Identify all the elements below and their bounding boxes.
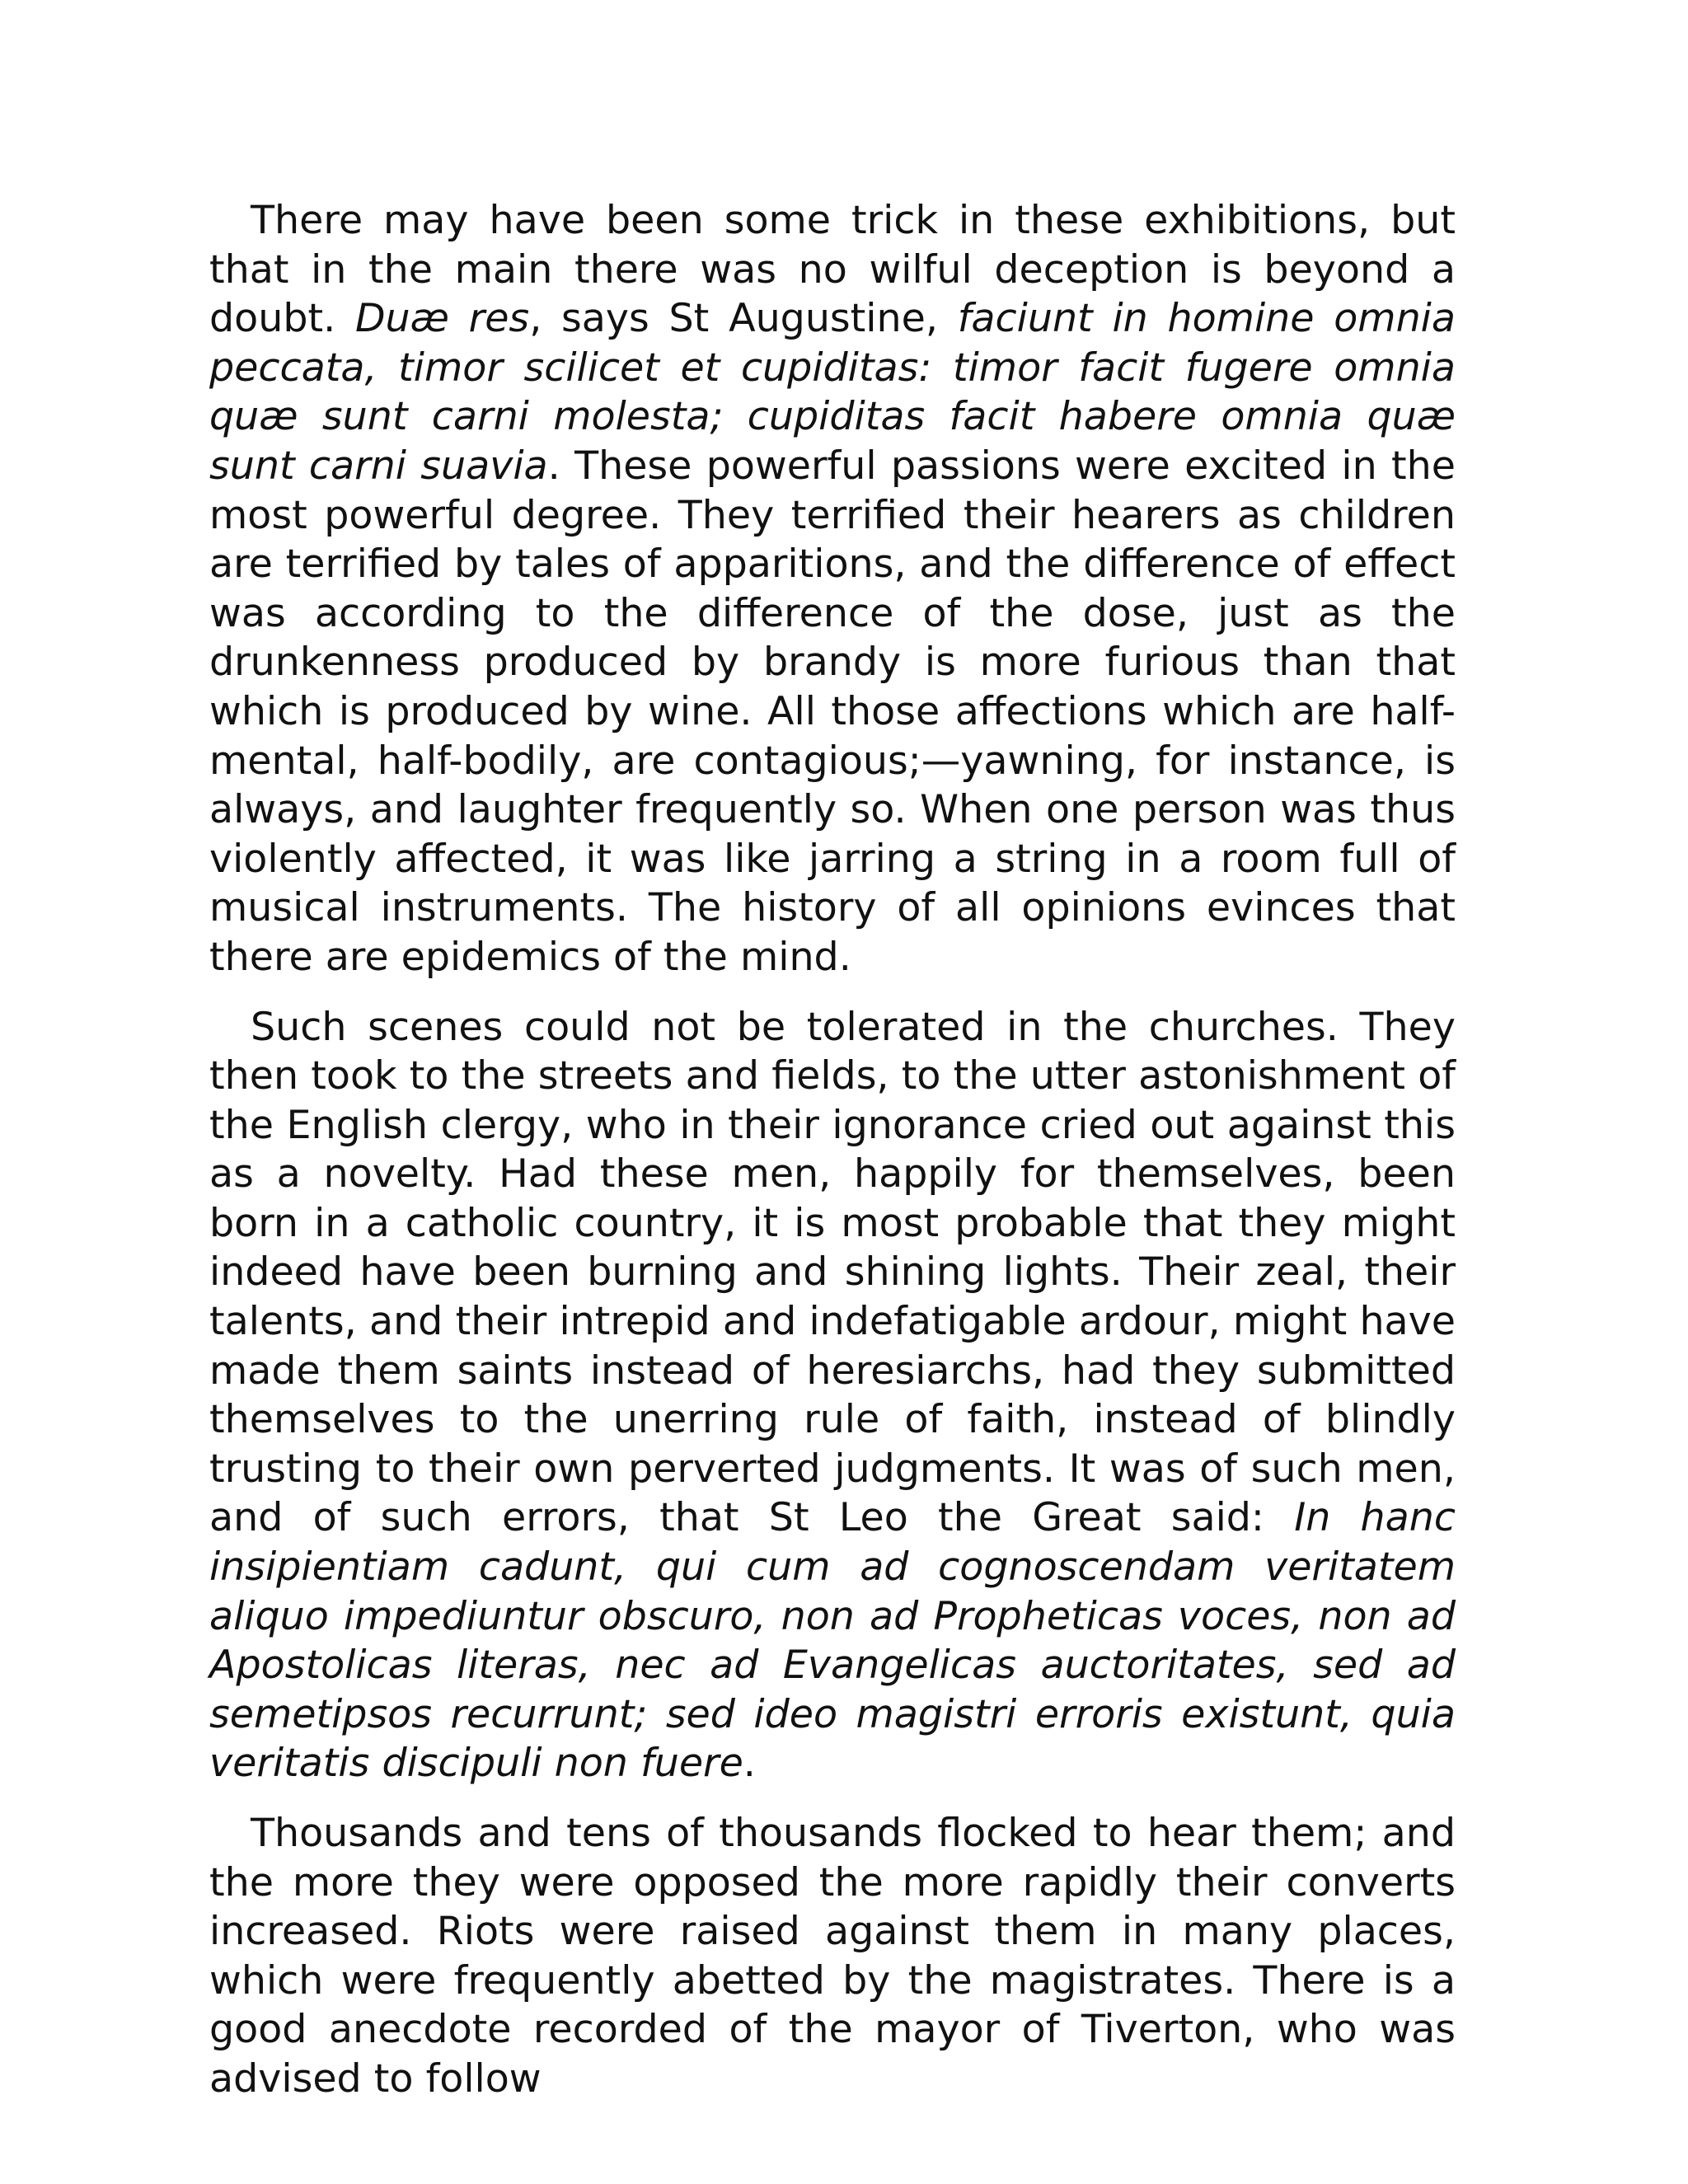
text-run: , says St Augustine, [529, 296, 958, 342]
paragraph-2 [209, 1003, 1456, 1789]
text-run: There may have been some trick in these exhibitions, but that in the main there was no wilful deception is beyond a doubt. [209, 198, 1456, 342]
italic-run: faciunt in homine omnia peccata, timor scilicet et cupiditas: timor facit fugere omnia quæ sunt carni molesta; cupiditas facit habere omnia quæ sunt carni suavia [209, 296, 1456, 489]
paragraph-1 [209, 196, 1456, 982]
text-run: . These powerful passions were excited in the most powerful degree. They terrified their hearers as children are terrified by tales of apparitions, and the difference of effect was according to the difference of the dose, just as the drunkenness produced by brandy is more furious than that which is produced by wine. All those affections which are half-mental, half-bodily, are contagious;—yawning, for instance, is always, and laughter frequently so. When one person was thus violently affected, it was like jarring a string in a room full of musical instruments. The history of all opinions evinces that there are epidemics of the mind. [209, 443, 1456, 980]
text-run: Such scenes could not be tolerated in the churches. They then took to the streets and fields, to the utter astonishment of the English clergy, who in their ignorance cried out against this as a novelty. Had these men, happily for themselves, been born in a catholic country, it is most probable that they might indeed have been burning and shining lights. Their zeal, their talents, and their intrepid and indefatigable ardour, might have made them saints instead of heresiarchs, had they submitted themselves to the unerring rule of faith, instead of blindly trusting to their own perverted judgments. It was of such men, and of such errors, that St Leo the Great said: [209, 1004, 1456, 1541]
italic-run: In hanc insipientiam cadunt, qui cum ad cognoscendam veritatem aliquo impediuntur obscuro, non ad Propheticas voces, non ad Apostolicas literas, nec ad Evangelicas auctoritates, sed ad semetipsos recurrunt; sed ideo magistri erroris existunt, quia veritatis discipuli non fuere [209, 1495, 1456, 1787]
italic-run: Duæ res [354, 296, 530, 342]
text-run: Thousands and tens of thousands flocked to hear them; and the more they were opposed the more rapidly their converts increased. Riots were raised against them in many places, which were frequently abetted by the magistrates. There is a good anecdote recorded of the mayor of Tiverton, who was advised to follow [209, 1811, 1456, 2102]
text-run: . [743, 1741, 756, 1787]
document-page [209, 196, 1456, 2104]
paragraph-3 [209, 1809, 1456, 2104]
